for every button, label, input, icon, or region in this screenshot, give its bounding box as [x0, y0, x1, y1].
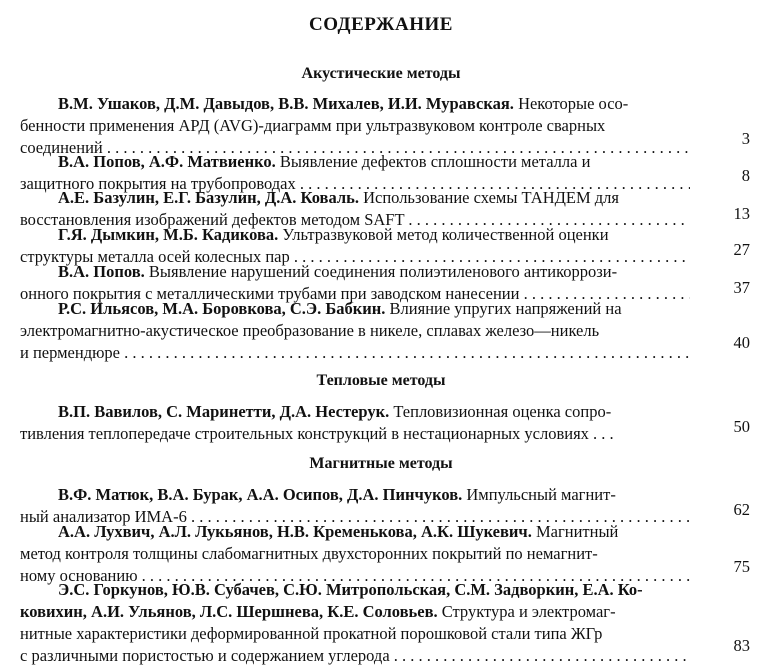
entry-title-line: соединений . . .: [20, 138, 690, 157]
entry-authors-continued: ковихин, А.И. Ульянов, Л.С. Шершнева, К.Е. Соловьев.: [20, 602, 438, 621]
entry-title-line: Некоторые осо-: [513, 94, 629, 113]
entry-title-line: с различными пористостью и содержанием углерода . . .: [20, 646, 690, 665]
page-number: 27: [733, 240, 750, 259]
entry-authors: В.Ф. Матюк, В.А. Бурак, А.А. Осипов, Д.А. Пинчуков.: [58, 485, 463, 504]
page-number: 13: [733, 204, 750, 223]
entry-title-line: ный анализатор ИМА-6 . . .: [20, 507, 690, 526]
page-number: 8: [741, 166, 750, 185]
entry-authors: В.П. Вавилов, С. Маринетти, Д.А. Нестерук.: [58, 402, 390, 421]
toc-entry[interactable]: [20, 401, 690, 445]
entry-title-line: Использование схемы ТАНДЕМ для: [358, 188, 619, 207]
page-number: 62: [733, 500, 750, 519]
entry-title-line: и пермендюре . . .: [20, 343, 690, 362]
toc-entry[interactable]: [20, 579, 690, 667]
entry-title-line: Выявление нарушений соединения полиэтиленового антикоррози-: [144, 262, 618, 281]
entry-authors: А.А. Лухвич, А.Л. Лукьянов, Н.В. Кременькова, А.К. Шукевич.: [58, 522, 532, 541]
entry-title-line: Ультразвуковой метод количественной оценки: [278, 225, 609, 244]
page-title: СОДЕРЖАНИЕ: [309, 14, 453, 35]
entry-authors: В.А. Попов, А.Ф. Матвиенко.: [58, 152, 276, 171]
entry-title-line: бенности применения АРД (AVG)-диаграмм при ультразвуковом контроле сварных: [20, 116, 606, 135]
entry-title-line: ному основанию . . .: [20, 566, 690, 585]
toc-entry[interactable]: [20, 521, 690, 587]
page-number: 83: [733, 636, 750, 655]
entry-title-line: восстановления изображений дефектов методом SAFT . . .: [20, 210, 690, 229]
entry-authors: В.А. Попов.: [58, 262, 145, 281]
entry-title-line: структуры металла осей колесных пар . . .: [20, 247, 690, 266]
entry-title-line: Магнитный: [531, 522, 619, 541]
entry-title-line: Выявление дефектов сплошности металла и: [275, 152, 591, 171]
page-number: 50: [733, 417, 750, 436]
entry-title-line: Тепловизионная оценка сопро-: [389, 402, 612, 421]
section-heading-thermal: Тепловые методы: [316, 372, 446, 389]
section-heading-magnetic: Магнитные методы: [309, 455, 453, 472]
entry-title-line: метод контроля толщины слабомагнитных двухсторонних покрытий по немагнит-: [20, 544, 598, 563]
entry-authors: В.М. Ушаков, Д.М. Давыдов, В.В. Михалев, И.И. Муравская.: [58, 94, 514, 113]
page-number: 37: [733, 278, 750, 297]
entry-authors: Г.Я. Дымкин, М.Б. Кадикова.: [58, 225, 279, 244]
entry-authors: А.Е. Базулин, Е.Г. Базулин, Д.А. Коваль.: [58, 188, 359, 207]
entry-authors: Р.С. Ильясов, М.А. Боровкова, С.Э. Бабкин.: [58, 299, 386, 318]
page-number: 75: [733, 557, 750, 576]
entry-title-line: Структура и электромаг-: [437, 602, 616, 621]
page-number: 3: [741, 129, 750, 148]
entry-title-line: электромагнитно-акустическое преобразование в никеле, сплавах железо—никель: [20, 321, 600, 340]
toc-entry[interactable]: [20, 298, 690, 364]
entry-authors: Э.С. Горкунов, Ю.В. Субачев, С.Ю. Митропольская, С.М. Задворкин, Е.А. Ко-: [58, 580, 643, 599]
entry-title-line: нитные характеристики деформированной прокатной порошковой стали типа ЖГр: [20, 624, 603, 643]
section-heading-acoustic: Акустические методы: [301, 65, 461, 82]
entry-title-line: тивления теплопередаче строительных конструкций в нестационарных условиях . . .: [20, 424, 614, 443]
entry-title-line: онного покрытия с металлическими трубами при заводском нанесении . . .: [20, 284, 690, 303]
entry-title-line: Влияние упругих напряжений на: [385, 299, 622, 318]
entry-title-line: защитного покрытия на трубопроводах . . .: [20, 174, 690, 193]
toc-entry[interactable]: [20, 93, 690, 159]
entry-title-line: Импульсный магнит-: [462, 485, 616, 504]
page-number: 40: [733, 333, 750, 352]
